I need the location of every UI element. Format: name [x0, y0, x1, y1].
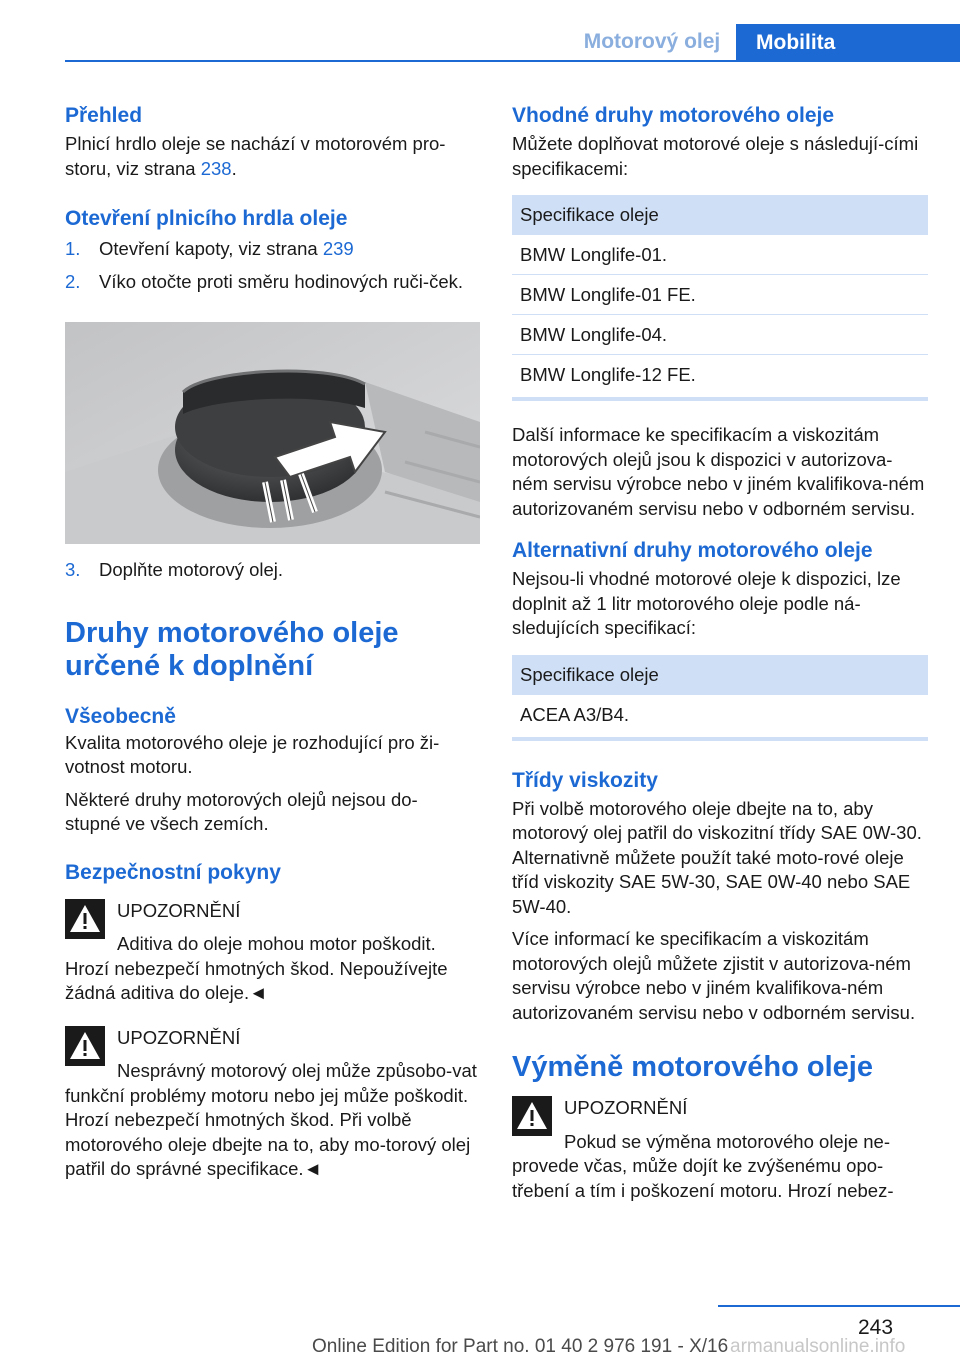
alternative-oils-text: Nejsou-li vhodné motorové oleje k dispozici, lze doplnit až 1 litr motorového oleje podle ná-sledujících specifikací:	[512, 568, 901, 638]
table-row: BMW Longlife-01 FE.	[512, 275, 928, 315]
spec-table-header: Specifikace oleje	[512, 195, 928, 235]
viscosity-heading: Třídy viskozity	[512, 768, 658, 792]
spec-table	[512, 195, 928, 401]
warning-label: UPOZORNĚNÍ	[117, 1026, 241, 1048]
viscosity-paragraph-1: Při volbě motorového oleje dbejte na to, aby motorový olej patřil do viskozitní třídy SAE 0W-30. Alternativně můžete použít také moto-rové oleje tříd viskozity SAE 5W-30, SAE 0W-40 nebo SAE 5W-40.	[512, 797, 922, 917]
oil-cap-illustration	[65, 322, 480, 544]
step-text: Otevření kapoty, viz strana 239	[99, 238, 354, 259]
section-heading-oil-types: Druhy motorového oleje určené k doplnění	[65, 616, 399, 682]
table-row: ACEA A3/B4.	[520, 703, 630, 725]
table-bottom-rule	[512, 737, 928, 741]
alternative-oils-heading: Alternativní druhy motorového oleje	[512, 539, 873, 562]
table-bottom-rule	[512, 397, 928, 401]
general-paragraph-1: Kvalita motorového oleje je rozhodující pro ži-votnost motoru.	[65, 731, 440, 777]
warning-label: UPOZORNĚNÍ	[117, 899, 241, 921]
header-tab-chapter: Mobilita	[736, 24, 960, 62]
warning-label: UPOZORNĚNÍ	[564, 1097, 688, 1118]
warning-block-2	[65, 1026, 481, 1182]
section-heading-oil-change: Výměně motorového oleje	[512, 1051, 873, 1083]
open-filler-heading: Otevření plnicího hrdla oleje	[65, 207, 348, 230]
warning-block-3	[512, 1096, 928, 1203]
table-row: BMW Longlife-01.	[512, 235, 928, 275]
more-info-paragraph: Další informace ke specifikacím a viskozitám motorových olejů jsou k dispozici v autorizova-ném servisu výrobce nebo v jiném kvalifikova-ném autorizovaném servisu nebo v odborném servisu.	[512, 424, 925, 519]
warning-block-1	[65, 899, 481, 1006]
warning-text: Pokud se výměna motorového oleje ne-provede včas, může dojít ke zvýšenému opo-třebení a tím i poškození motoru. Hrozí nebez-	[512, 1130, 894, 1201]
step-number: 1.	[65, 238, 81, 259]
steps-list-continued	[65, 558, 481, 583]
overview-heading: Přehled	[65, 104, 143, 127]
page-link-238[interactable]: 238	[200, 157, 232, 179]
table-row: BMW Longlife-04.	[512, 315, 928, 355]
warning-text: Nesprávný motorový olej může způsobo-vat funkční problémy motoru nebo jej může poškodit. Hrozí nebezpečí hmotných škod. Při volbě motorového oleje dbejte na to, aby mo-torový olej patřil do správné specifikace.◄	[65, 1060, 477, 1179]
warning-triangle-icon	[65, 899, 105, 939]
header-tab-section: Motorový olej	[583, 30, 721, 53]
overview-end: .	[231, 157, 237, 179]
alt-spec-table-header: Specifikace oleje	[512, 655, 928, 695]
watermark: armanualsonline.info	[730, 1336, 906, 1357]
viscosity-paragraph-2: Více informací ke specifikacím a viskozitám motorových olejů můžete zjistit v autorizova-ném servisu výrobce nebo v jiném kvalifikova-ném autorizovaném servisu nebo v odborném servisu.	[512, 928, 916, 1023]
step-number: 3.	[65, 559, 81, 580]
page-number: 243	[858, 1316, 894, 1339]
right-column	[512, 102, 928, 1203]
overview-paragraph	[65, 132, 481, 181]
list-item	[65, 558, 481, 583]
step-text: Doplňte motorový olej.	[99, 559, 284, 580]
alt-spec-table	[512, 655, 928, 741]
general-paragraph-2: Některé druhy motorových olejů nejsou do-stupné ve všech zemích.	[65, 788, 418, 834]
safety-heading: Bezpečnostní pokyny	[65, 860, 281, 884]
warning-triangle-icon	[512, 1096, 552, 1136]
left-column	[65, 102, 481, 1182]
table-row: BMW Longlife-12 FE.	[520, 364, 696, 385]
list-item	[65, 270, 481, 295]
edition-text: Online Edition for Part no. 01 40 2 976 191 - X/16	[312, 1336, 729, 1357]
footer-rule	[718, 1305, 960, 1307]
warning-triangle-icon	[65, 1026, 105, 1066]
header-rule	[65, 60, 960, 62]
list-item	[65, 237, 481, 262]
warning-text: Aditiva do oleje mohou motor poškodit. Hrozí nebezpečí hmotných škod. Nepoužívejte žádná aditiva do oleje.◄	[65, 933, 448, 1003]
overview-text: Plnicí hrdlo oleje se nachází v motorovém pro-storu, viz strana	[65, 133, 446, 179]
steps-list	[65, 237, 481, 294]
page-link-239[interactable]: 239	[322, 238, 354, 259]
step-text: Víko otočte proti směru hodinových ruči-ček.	[99, 270, 463, 292]
step-number: 2.	[65, 270, 81, 292]
suitable-oils-text: Můžete doplňovat motorové oleje s následují-cími specifikacemi:	[512, 133, 919, 179]
oil-cap-photo	[65, 322, 480, 544]
suitable-oils-heading: Vhodné druhy motorového oleje	[512, 104, 835, 127]
general-heading: Všeobecně	[65, 704, 176, 728]
